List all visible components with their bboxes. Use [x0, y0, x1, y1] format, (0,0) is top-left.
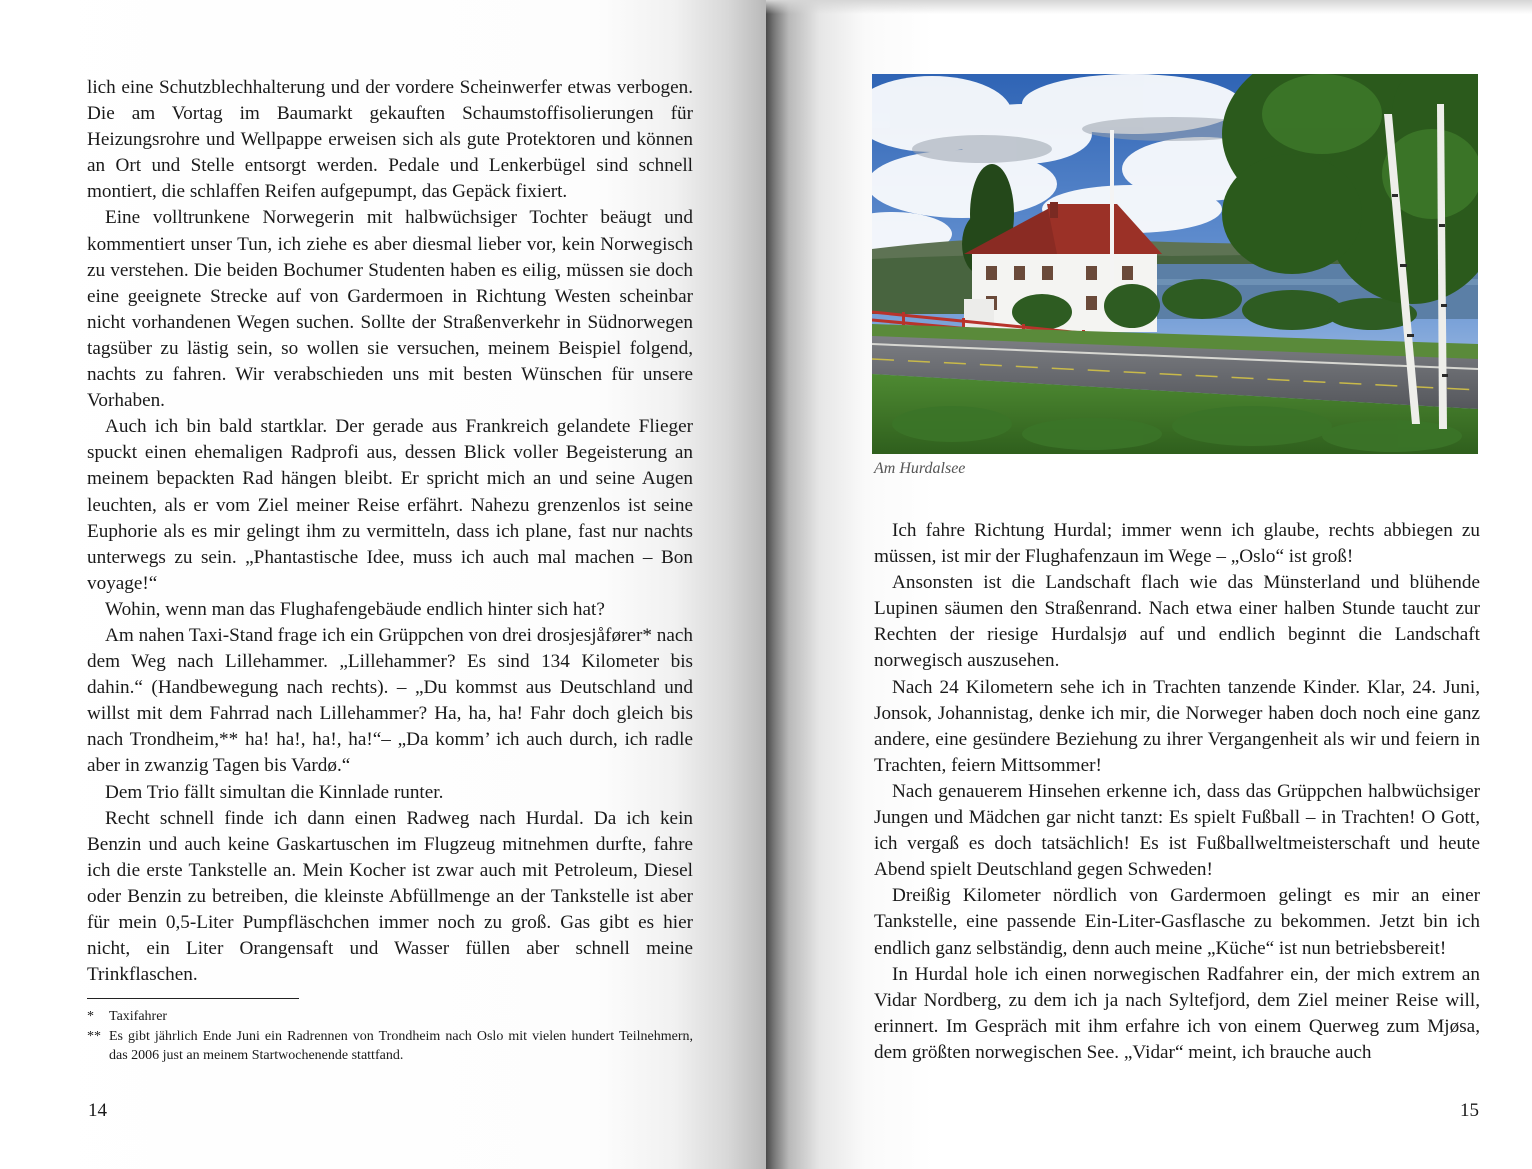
footnote — [87, 1027, 693, 1066]
footnote-text: Taxifahrer — [109, 1009, 168, 1024]
photo-caption: Am Hurdalsee — [874, 460, 966, 477]
footnote-text: Es gibt jährlich Ende Juni ein Radrennen von Trondheim nach Oslo mit vielen hundert Teilnehmern, das 2006 just an meinem Startwochenende stattfand. — [109, 1028, 693, 1063]
paragraph: Wohin, wenn man das Flughafengebäude endlich hinter sich hat? — [105, 598, 605, 620]
footnote-divider — [87, 998, 299, 999]
left-body-text — [87, 75, 693, 988]
paragraph: lich eine Schutzblechhalterung und der vordere Scheinwerfer etwas verbogen. Die am Vortag im Baumarkt gekauften Schaumstoffisolierungen für Heizungsrohre und Wellpappe erweisen sich als gute Protektoren und können an Ort und Stelle entsorgt werden. Pedale und Lenkerbügel sind schnell montiert, die schlaffen Reifen aufgepumpt, das Gepäck fixiert. — [87, 77, 693, 203]
page-number-left: 14 — [88, 1100, 107, 1121]
footnote-mark: * — [87, 1009, 94, 1024]
page-number-right: 15 — [1460, 1100, 1479, 1121]
footnotes — [87, 1007, 693, 1066]
footnote — [87, 1007, 693, 1027]
paragraph: Nach genauerem Hinsehen erkenne ich, dass das Grüppchen halbwüchsiger Jungen und Mädchen gar nicht tanzt: Es spielt Fußball – in Trachten! O Gott, ich vergaß es doch tatsächlich! Es ist Fußballweltmeisterschaft und heute Abend spielt Deutschland gegen Schweden! — [874, 780, 1480, 881]
gutter-shadow — [766, 0, 1532, 14]
paragraph: Auch ich bin bald startklar. Der gerade aus Frankreich gelandete Flieger spuckt einen ehemaligen Radprofi aus, dessen Blick voller Begeisterung an meinem bepackten Rad hängen bleibt. Er spricht mich an und seine Augen leuchten, als er vom Ziel meiner Reise erfährt. Nahezu grenzenlos ist seine Euphorie als es mir gelingt ihm zu vermitteln, dass ich plane, fast nur nachts unterwegs zu sein. „Phantastische Idee, muss ich auch mal machen – Bon voyage!“ — [87, 416, 693, 594]
paragraph: Ansonsten ist die Landschaft flach wie das Münsterland und blühende Lupinen säumen den Straßenrand. Nach etwa einer halben Stunde taucht zur Rechten der riesige Hurdalsjø auf und endlich beginnt die Landschaft norwegisch auszusehen. — [874, 572, 1480, 672]
footnote-mark: ** — [87, 1028, 101, 1044]
paragraph: Eine volltrunkene Norwegerin mit halbwüchsiger Tochter beäugt und kommentiert unser Tun, ich ziehe es aber diesmal lieber vor, kein Norwegisch zu verstehen. Die beiden Bochumer Studenten haben es eilig, müssen sie doch eine geeignete Strecke auf von Gardermoen in Richtung Westen scheinbar nicht vorhandenen Wegen suchen. Sollte der Straßenverkehr in Südnorwegen tagsüber zu lästig sein, so wollen sie versuchen, meinem Beispiel folgend, nachts zu fahren. Wir verabschieden uns mit besten Wünschen für unsere Vorhaben. — [87, 207, 693, 412]
paragraph: Dem Trio fällt simultan die Kinnlade runter. — [105, 781, 444, 803]
paragraph: Am nahen Taxi-Stand frage ich ein Grüppchen von drei drosjesjåfører* nach dem Weg nach Lillehammer. „Lillehammer? Es sind 134 Kilometer bis dahin.“ (Handbewegung nach rechts). – „Du kommst aus Deutschland und willst mit dem Fahrrad nach Lillehammer? Ha, ha, ha! Fahr doch gleich bis nach Trondheim,** ha! ha!, ha!, ha!“– „Da komm’ ich auch durch, ich radle aber in zwanzig Tagen bis Vardø.“ — [87, 624, 693, 777]
right-body-text — [874, 518, 1480, 1066]
landscape-photo — [872, 74, 1478, 454]
paragraph: Recht schnell finde ich dann einen Radweg nach Hurdal. Da ich kein Benzin und auch keine Gaskartuschen im Flugzeug mitnehmen durfte, fahre ich die erste Tankstelle an. Mein Kocher ist zwar auch mit Petroleum, Diesel oder Benzin zu betreiben, die kleinste Abfüllmenge an der Tankstelle ist aber für mein 0,5-Liter Pumpfläschchen immer noch zu groß. Gas gibt es hier nicht, ein Liter Orangensaft und Wasser füllen aber schnell meine Trinkflaschen. — [87, 807, 693, 986]
paragraph: In Hurdal hole ich einen norwegischen Radfahrer ein, der mich extrem an Vidar Nordberg, zu dem ich ja nach Syltefjord, dem Ziel meiner Reise will, erinnert. Im Gespräch mit ihm erfahre ich von einem Querweg zum Mjøsa, dem größten norwegischen See. „Vidar“ meint, ich brauche auch — [874, 963, 1480, 1063]
right-page — [766, 0, 1532, 1169]
paragraph: Dreißig Kilometer nördlich von Gardermoen gelingt es mir an einer Tankstelle, eine passende Ein-Liter-Gasflasche zu bekommen. Jetzt bin ich endlich ganz selbständig, denn auch meine „Küche“ ist nun betriebsbereit! — [874, 885, 1480, 959]
paragraph: Ich fahre Richtung Hurdal; immer wenn ich glaube, rechts abbiegen zu müssen, ist mir der Flughafenzaun im Wege – „Oslo“ ist groß! — [874, 520, 1480, 568]
paragraph: Nach 24 Kilometern sehe ich in Trachten tanzende Kinder. Klar, 24. Juni, Jonsok, Johannistag, denke ich mir, die Norweger haben doch noch eine ganz andere, eine gesündere Beziehung zu ihrer Vergangenheit als wir und feiern in Trachten, feiern Mittsommer! — [874, 676, 1480, 776]
